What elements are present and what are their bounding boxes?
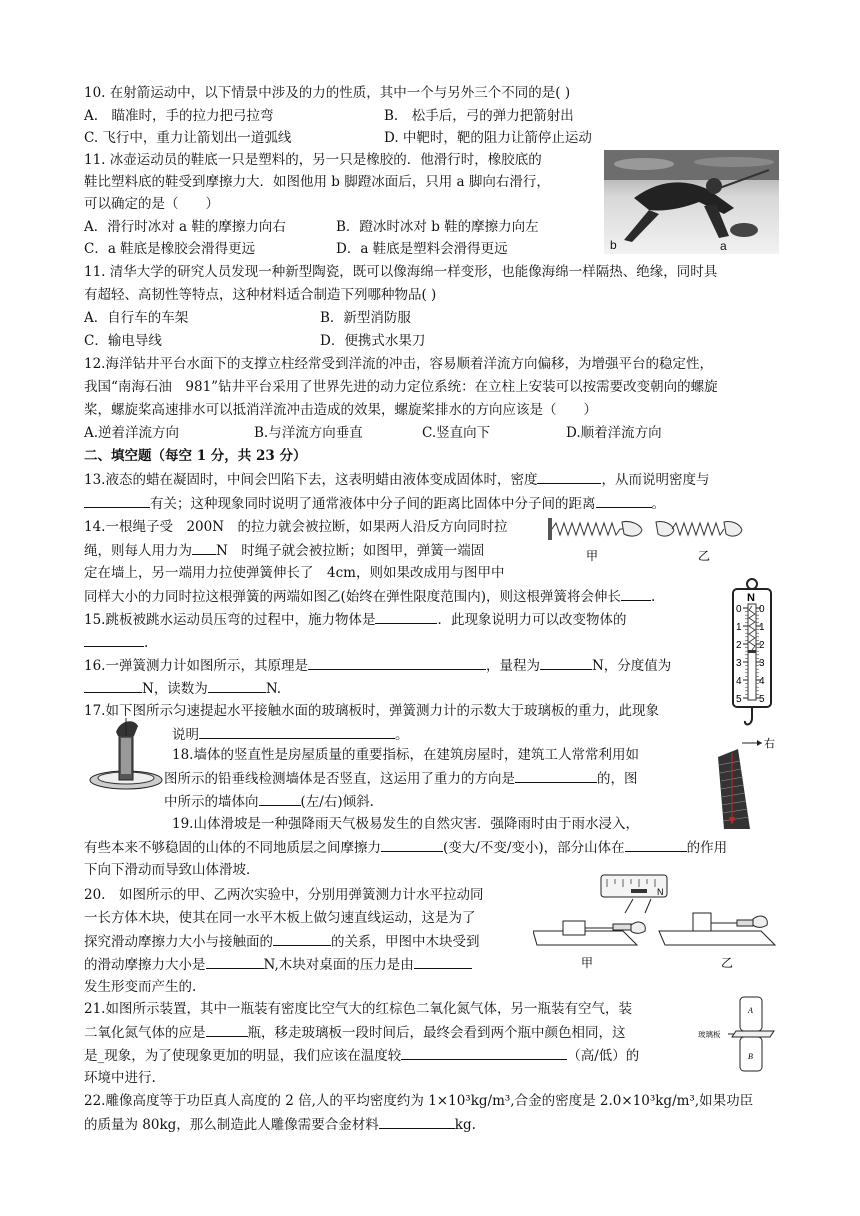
q15-line1: 15.跳板被跳水运动员压弯的过程中，施力物体是 ．此现象说明力可以改变物体的 xyxy=(84,612,627,628)
gauge-tick-label-right: 0 xyxy=(759,604,765,615)
q19-blank2[interactable] xyxy=(625,838,687,852)
gauge-tick-label-left: 2 xyxy=(736,640,742,651)
q10-stem: 10. 在射箭运动中，以下情景中涉及的力的性质，其中一个与另外三个不同的是( ) xyxy=(84,85,571,101)
q21-line2: 二氧化氮气体的应是 瓶，移走玻璃板一段时间后，最终会看到两个瓶中颜色相同，这 xyxy=(84,1025,626,1041)
q14-line3: 定在墙上，另一端用力拉使弹簧伸长了 4cm，则如果改成用与图甲中 xyxy=(84,565,505,581)
q11b-line1: 11. 清华大学的研究人员发现一种新型陶瓷，既可以像海绵一样变形，也能像海绵一样隔热、绝缘，同时具 xyxy=(84,264,718,280)
q17-line2: 说明 。 xyxy=(172,727,409,743)
gas-diffusion-figure xyxy=(698,993,778,1075)
q12-option-a: A.逆着洋流方向 xyxy=(84,425,180,441)
q10-option-d: D. 中靶时，靶的阻力让箭停止运动 xyxy=(384,130,592,146)
gauge-tick-label-left: 0 xyxy=(736,604,742,615)
q22-line1: 22.雕像高度等于功臣真人高度的 2 倍,人的平均密度约为 1×10³kg/m³,合金的密度是 2.0×10³kg/m³,如果功臣 xyxy=(84,1093,754,1109)
q12-line3: 桨，螺旋桨高速排水可以抵消洋流冲击造成的效果，螺旋桨排水的方向应该是（ ） xyxy=(84,402,597,418)
spring-figure xyxy=(548,514,744,568)
q14-line2: 绳，则每人用力为 N 时绳子就会被拉断；如图甲，弹簧一端固 xyxy=(84,543,485,559)
friction-experiment-figure xyxy=(533,873,779,973)
q11a-option-b: B．蹬冰时冰对 b 鞋的摩擦力向左 xyxy=(336,219,539,235)
q11b-line2: 有超轻、高韧性等特点，这种材料适合制造下列哪种物品( ) xyxy=(84,287,437,303)
q14-line4: 同样大小的力同时拉这根弹簧的两端如图乙(始终在弹性限度范围内)，则这根弹簧将会伸长 . xyxy=(84,589,656,605)
q14-line1: 14.一根绳子受 200N 的拉力就会被拉断，如果两人沿反方向同时拉 xyxy=(84,519,508,535)
q12-line1: 12.海洋钻井平台水面下的支撑立柱经常受到洋流的冲击，容易顺着洋流方向偏移，为增强平台的稳定性， xyxy=(84,356,713,372)
q13-line2: 有关；这种现象同时说明了通常液体中分子间的距离比固体中分子间的距离 。 xyxy=(84,494,665,513)
gauge-tick-label-left: 5 xyxy=(736,694,742,705)
q13-blank2[interactable] xyxy=(84,494,150,508)
q15-blank1[interactable] xyxy=(375,610,437,624)
q11a-line2: 鞋比塑料底的鞋受到摩擦力大．如图他用 b 脚蹬冰面后，只用 a 脚向右滑行， xyxy=(84,174,550,190)
q16-blank1[interactable] xyxy=(308,656,486,670)
q21-blank2[interactable] xyxy=(401,1046,567,1060)
q11b-option-c: C．输电导线 xyxy=(84,333,162,349)
glass-plate-label: 玻璃板 xyxy=(698,1030,721,1039)
curling-label-a: a xyxy=(720,239,727,253)
q13-blank3[interactable] xyxy=(596,494,652,508)
q20-line3: 探究滑动摩擦力大小与接触面的 的关系，甲图中木块受到 xyxy=(84,934,480,950)
curling-label-b: b xyxy=(610,238,617,252)
q18-blank1[interactable] xyxy=(515,769,597,783)
q16-blank4[interactable] xyxy=(208,679,266,693)
q20-blank3[interactable] xyxy=(414,955,472,969)
q19-line1: 19.山体滑坡是一种强降雨天气极易发生的自然灾害．强降雨时由于雨水浸入， xyxy=(172,816,639,832)
q13-blank1[interactable] xyxy=(537,470,601,484)
q12-line2: 我国“南海石油 981”钻井平台采用了世界先进的动力定位系统：在立柱上安装可以按需要改变朝向的螺旋 xyxy=(84,379,718,395)
q12-option-d: D.顺着洋流方向 xyxy=(566,425,662,441)
q11a-line3: 可以确定的是（ ） xyxy=(84,196,219,212)
friction-label-jia: 甲 xyxy=(581,956,594,970)
friction-label-yi: 乙 xyxy=(721,956,734,970)
q22-blank1[interactable] xyxy=(379,1115,455,1129)
q16-blank3[interactable] xyxy=(84,679,142,693)
q20-blank2[interactable] xyxy=(206,955,264,969)
friction-gauge-n-icon: N xyxy=(657,887,664,897)
plumb-wall-figure xyxy=(712,735,778,831)
q15-line2: . xyxy=(84,633,148,652)
q11a-option-d: D．a 鞋底是塑料会滑得更远 xyxy=(336,241,508,257)
gauge-tick-label-right: 2 xyxy=(759,640,765,651)
bottle-label-a: A xyxy=(748,1006,753,1015)
gauge-unit: N xyxy=(747,592,755,604)
q22-line2: 的质量为 80kg，那么制造此人雕像需要合金材料 kg. xyxy=(84,1117,476,1133)
q11b-option-a: A．自行车的车架 xyxy=(84,310,189,326)
q20-blank1[interactable] xyxy=(273,932,331,946)
spring-label-jia: 甲 xyxy=(586,549,599,563)
q11a-option-a: A．滑行时冰对 a 鞋的摩擦力向右 xyxy=(84,219,286,235)
q21-line4: 环境中进行. xyxy=(84,1070,156,1086)
q20-line4: 的滑动摩擦力大小是 N,木块对桌面的压力是由 xyxy=(84,955,472,974)
spring-gauge-figure xyxy=(727,578,777,730)
q11b-option-b: B．新型消防服 xyxy=(320,310,411,326)
gauge-tick-label-right: 1 xyxy=(759,622,765,633)
gauge-tick-label-right: 4 xyxy=(759,676,765,687)
q18-line1: 18.墙体的竖直性是房屋质量的重要指标，在建筑房屋时，建筑工人常常利用如 xyxy=(172,747,639,763)
q10-option-c: C. 飞行中，重力让箭划出一道弧线 xyxy=(84,130,292,146)
q16-line1: 16.一弹簧测力计如图所示，其原理是 ，量程为 N，分度值为 xyxy=(84,658,672,674)
q16-line2: N，读数为 N. xyxy=(84,679,281,698)
q21-blank1[interactable] xyxy=(206,1023,248,1037)
q19-line2: 有些本来不够稳固的山体的不同地质层之间摩擦力 (变大/不变/变小)，部分山体在 的作用 xyxy=(84,840,728,856)
q10-option-b: B. 松手后，弓的弹力把箭射出 xyxy=(384,108,574,124)
q21-line3: 是_现象，为了使现象更加的明显，我们应该在温度较 （高/低）的 xyxy=(84,1048,640,1064)
glass-plate-figure xyxy=(86,716,166,794)
q16-blank2[interactable] xyxy=(540,656,592,670)
q11a-option-c: C．a 鞋底是橡胶会滑得更远 xyxy=(84,241,256,257)
q13-line1: 13.液态的蜡在凝固时，中间会凹陷下去，这表明蜡由液体变成固体时，密度 ，从而说明密度与 xyxy=(84,472,710,488)
q18-line2: 图所示的铅垂线检测墙体是否竖直，这运用了重力的方向是 的，图 xyxy=(164,771,638,787)
spring-label-yi: 乙 xyxy=(698,549,711,563)
q12-option-c: C.竖直向下 xyxy=(422,425,491,441)
q17-line1: 17.如下图所示匀速提起水平接触水面的玻璃板时，弹簧测力计的示数大于玻璃板的重力，此现象 xyxy=(84,703,659,719)
gauge-tick-label-right: 5 xyxy=(759,694,765,705)
section-heading: 二、填空题（每空 1 分，共 23 分） xyxy=(84,448,307,464)
gauge-tick-label-right: 3 xyxy=(759,658,765,669)
gauge-tick-label-left: 4 xyxy=(736,676,742,687)
q11a-line1: 11. 冰壶运动员的鞋底一只是塑料的，另一只是橡胶的．他滑行时，橡胶底的 xyxy=(84,152,542,168)
bottle-label-b: B xyxy=(748,1052,753,1061)
q15-blank2[interactable] xyxy=(84,633,144,647)
q10-option-a: A. 瞄准时，手的拉力把弓拉弯 xyxy=(84,108,274,124)
q12-option-b: B.与洋流方向垂直 xyxy=(254,425,363,441)
q20-line5: 发生形变而产生的. xyxy=(84,979,197,995)
q20-line2: 一长方体木块，使其在同一水平木板上做匀速直线运动，这是为了 xyxy=(84,910,476,926)
q18-blank2[interactable] xyxy=(259,792,301,806)
curling-photo xyxy=(604,150,779,254)
gauge-tick-label-left: 1 xyxy=(736,622,742,633)
q19-line3: 下向下滑动而导致山体滑坡． xyxy=(84,862,260,878)
gauge-tick-label-left: 3 xyxy=(736,658,742,669)
q14-blank1[interactable] xyxy=(192,541,216,555)
q20-line1: 20. 如图所示的甲、乙两次实验中，分别用弹簧测力计水平拉动同 xyxy=(84,887,484,903)
q14-blank2[interactable] xyxy=(621,587,651,601)
q18-line3: 中所示的墙体向 (左/右)倾斜. xyxy=(164,794,374,810)
q19-blank1[interactable] xyxy=(381,838,443,852)
q17-blank1[interactable] xyxy=(199,725,395,739)
q21-line1: 21.如图所示装置，其中一瓶装有密度比空气大的红棕色二氧化氮气体，另一瓶装有空气，装 xyxy=(84,1001,632,1017)
arrow-label-right: 右 xyxy=(764,738,775,750)
q11b-option-d: D．便携式水果刀 xyxy=(320,333,426,349)
